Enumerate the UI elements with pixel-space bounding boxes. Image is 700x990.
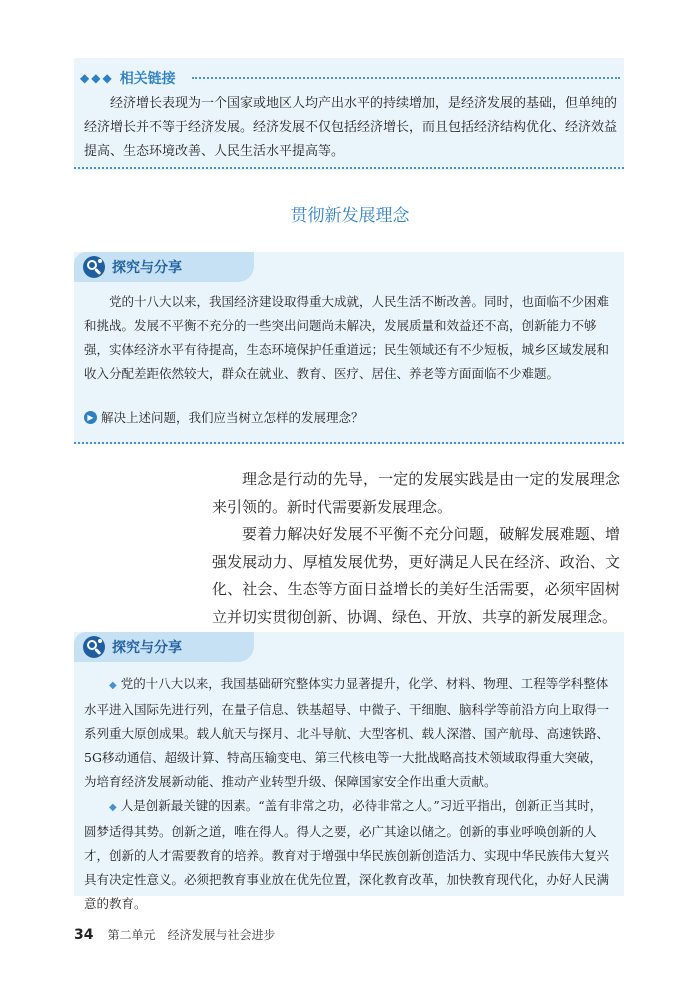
diamond-bullet-icon: ◆ bbox=[109, 802, 117, 813]
diamond-bullet-icon: ◆ bbox=[109, 680, 117, 691]
paragraph: 要着力解决好发展不平衡不充分问题，破解发展难题、增强发展动力、厚植发展优势，更好满足人民在经济、政治、文化、社会、生态等方面日益增长的美好生活需要，必须牢固树立并切实贯彻创新、协调、绿色、开放、共享的新发展理念。 bbox=[212, 525, 620, 626]
paragraph: 理念是行动的先导，一定的发展实践是由一定的发展理念来引领的。新时代需要新发展理念。 bbox=[212, 470, 620, 516]
dotted-divider bbox=[74, 442, 624, 444]
explore-share-tab bbox=[74, 252, 254, 282]
paragraph-text: 人是创新最关键的因素。“盖有非常之功，必待非常之人。”习近平指出，创新正当其时，圆梦适得其势。创新之道，唯在得人。得人之要，必广其途以储之。创新的事业呼唤创新的人才，创新的人才需要教育的培养。教育对于增强中华民族创新创造活力、实现中华民族伟大复兴具有决定性意义。必须把教育事业放在优先位置，深化教育改革，加快教育现代化，办好人民满意的教育。 bbox=[84, 798, 610, 911]
unit-title: 第二单元 经济发展与社会进步 bbox=[107, 928, 276, 942]
related-link-title: 相关链接 bbox=[119, 71, 176, 87]
dotted-divider bbox=[192, 77, 620, 79]
page-footer bbox=[74, 926, 276, 943]
explore-share-box bbox=[74, 632, 624, 911]
page-number: 34 bbox=[74, 927, 94, 943]
related-link-box bbox=[74, 58, 624, 170]
related-link-body: 经济增长表现为一个国家或地区人均产出水平的持续增加，是经济发展的基础，但单纯的经济增长并不等于经济发展。经济发展不仅包括经济增长，而且包括经济结构优化、经济效益提高、生态环境改善、人民生活水平提高等。 bbox=[84, 96, 618, 159]
section-title: 贯彻新发展理念 bbox=[290, 206, 410, 226]
explore-share-body bbox=[84, 672, 614, 916]
bullet-paragraph bbox=[84, 794, 614, 916]
globe-magnifier-icon bbox=[82, 635, 106, 659]
explore-share-tab bbox=[74, 632, 254, 662]
dotted-divider bbox=[74, 167, 624, 169]
discussion-question-text: 解决上述问题，我们应当树立怎样的发展理念？ bbox=[101, 410, 364, 425]
paragraph-text: 党的十八大以来，我国基础研究整体实力显著提升，化学、材料、物理、工程等学科整体水平进入国际先进行列，在量子信息、铁基超导、中微子、干细胞、脑科学等前沿方向上取得一系列重大原创成果。载人航天与探月、北斗导航、大型客机、载人深潜、国产航母、高速铁路、5G移动通信、超级计算、特高压输变电、第三代核电等一大批战略高技术领域取得重大突破，为培育经济发展新动能、推动产业转型升级、保障国家安全作出重大贡献。 bbox=[84, 676, 610, 789]
diamond-bullets-icon: ◆◆◆ bbox=[80, 71, 114, 85]
explore-share-title: 探究与分享 bbox=[112, 640, 182, 656]
discussion-question bbox=[84, 408, 364, 426]
globe-magnifier-icon bbox=[82, 255, 106, 279]
related-link-header bbox=[80, 68, 176, 88]
explore-share-box bbox=[74, 252, 624, 444]
explore-share-body: 党的十八大以来，我国经济建设取得重大成就，人民生活不断改善。同时，也面临不少困难和挑战。发展不平衡不充分的一些突出问题尚未解决，发展质量和效益还不高，创新能力不够强，实体经济水平有待提高，生态环境保护任重道远；民生领域还有不少短板，城乡区域发展和收入分配差距依然较大，群众在就业、教育、医疗、居住、养老等方面面临不少难题。 bbox=[84, 294, 610, 381]
arrow-circle-icon: ▶ bbox=[84, 411, 97, 424]
explore-share-title: 探究与分享 bbox=[112, 260, 182, 276]
main-text bbox=[212, 466, 620, 631]
bullet-paragraph bbox=[84, 672, 614, 794]
